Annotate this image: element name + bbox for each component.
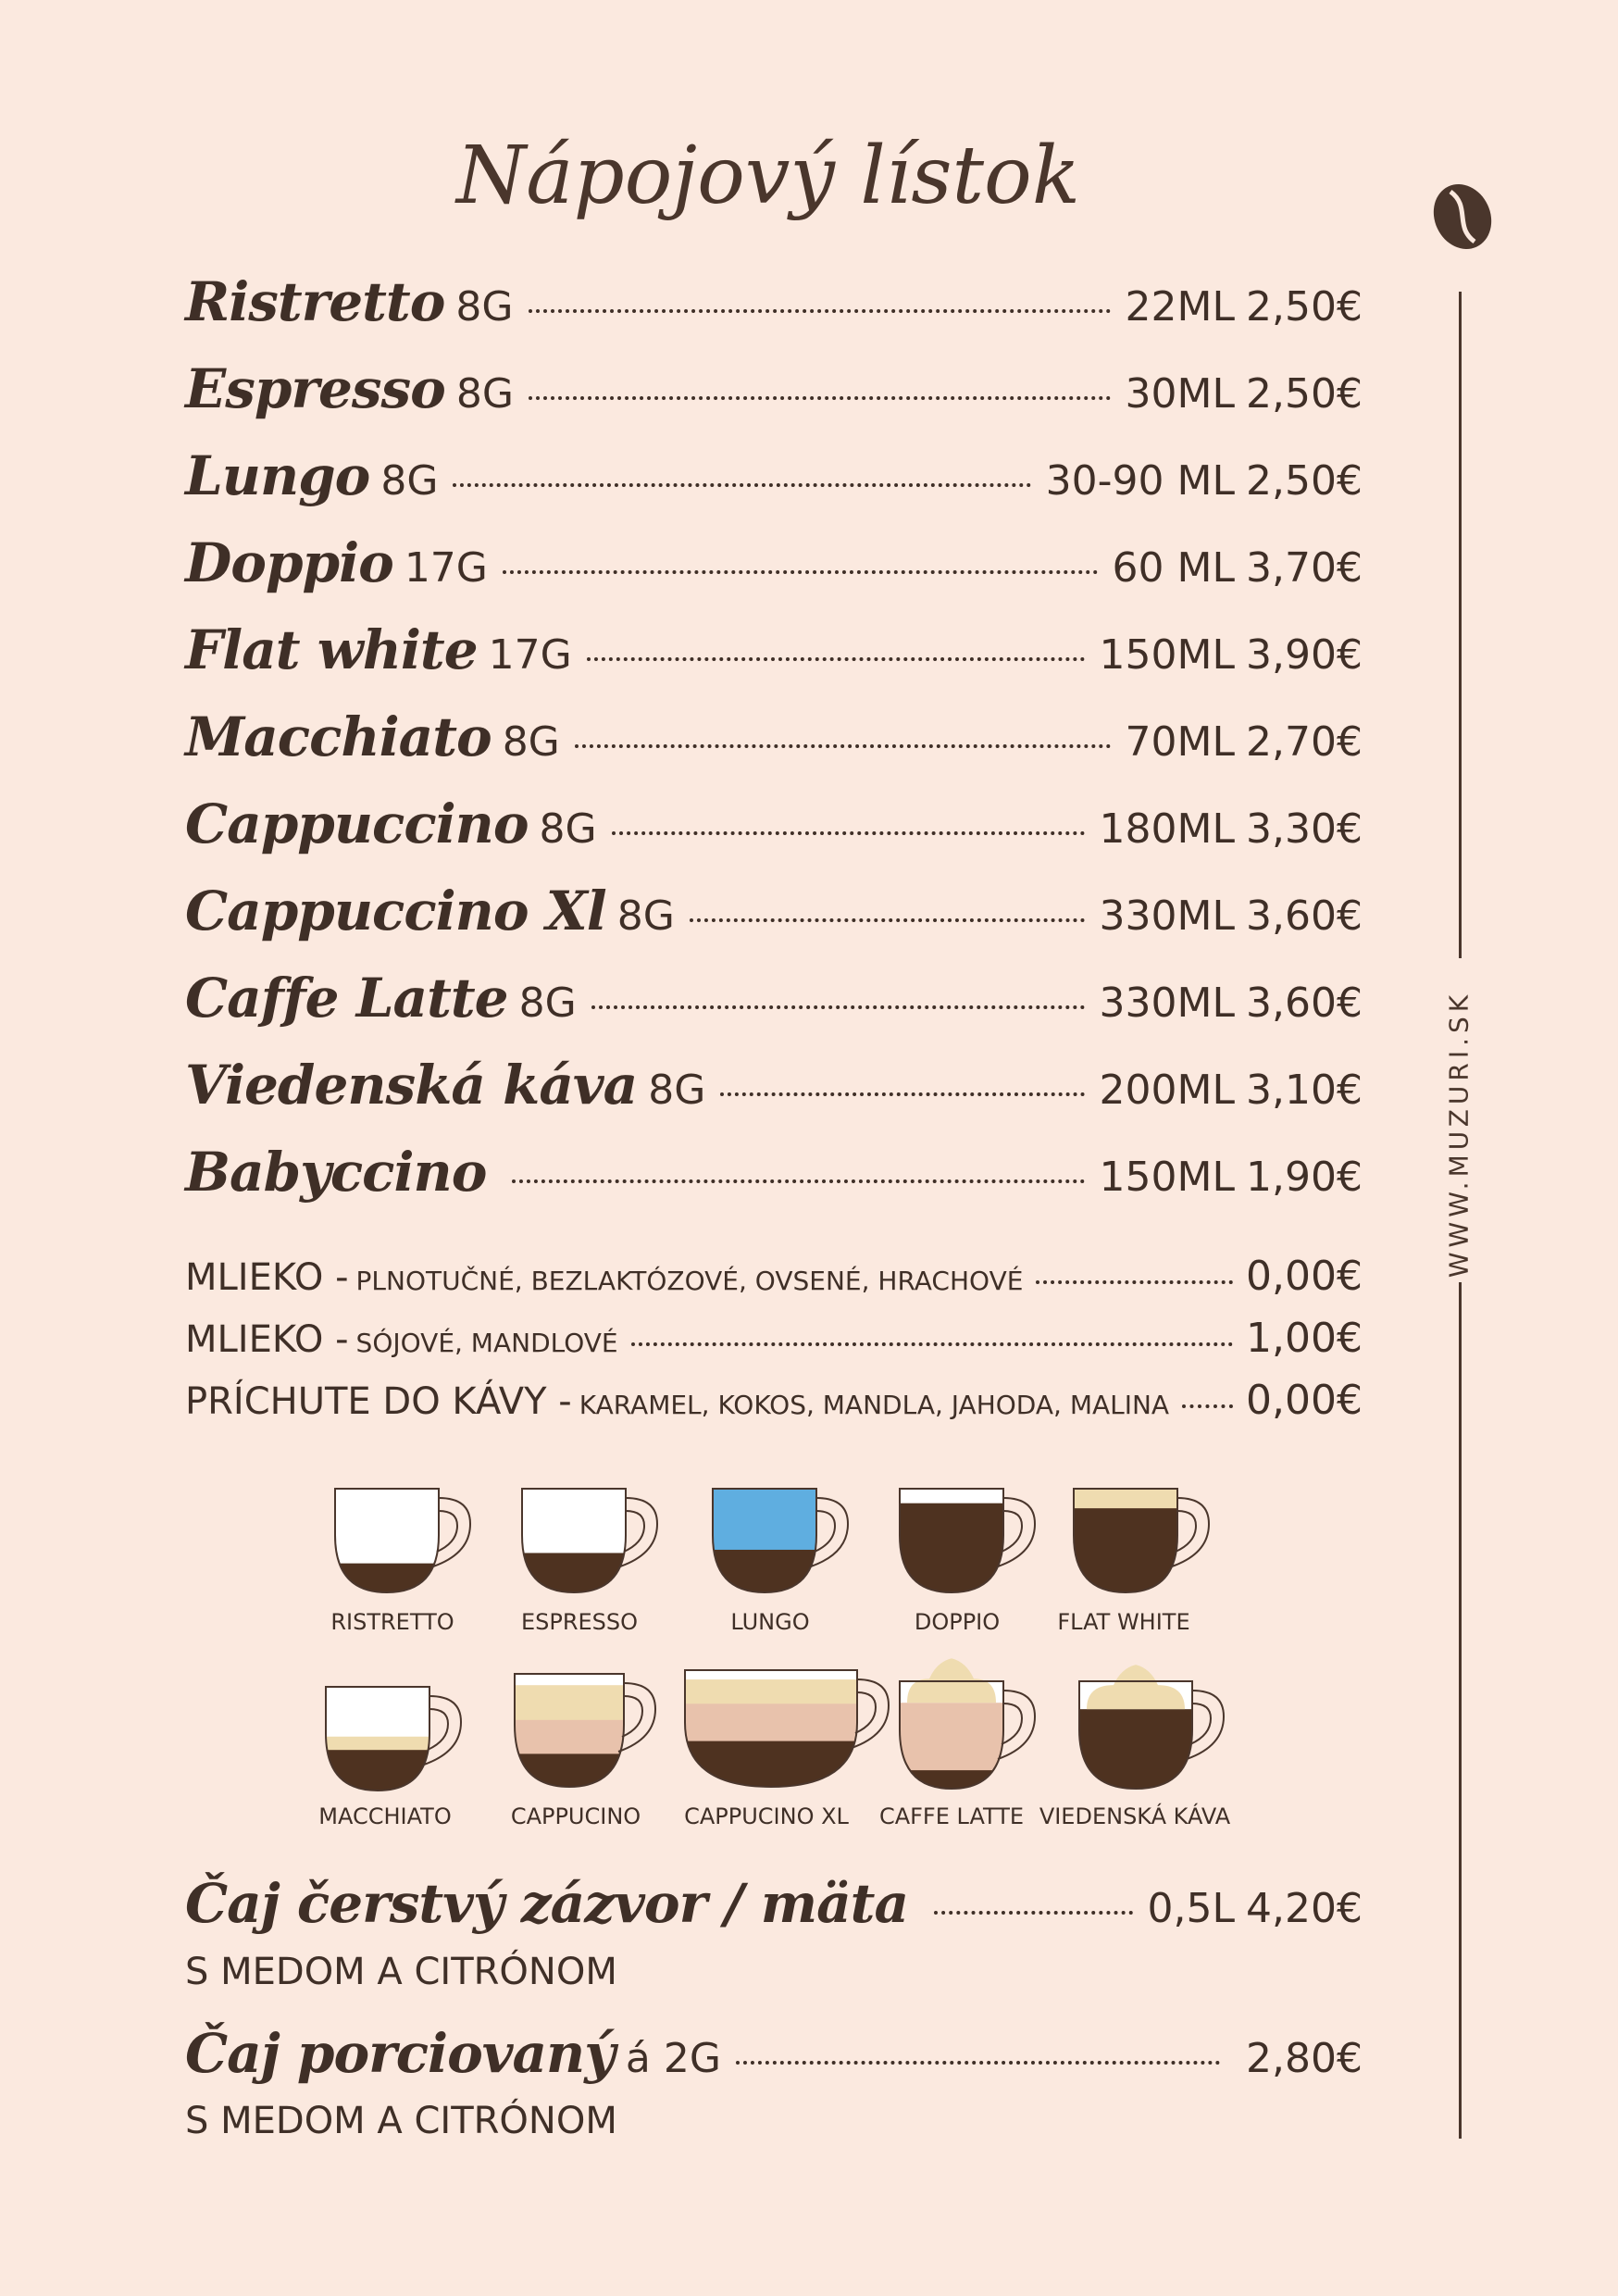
coffee-cup-3 (711, 1489, 848, 1593)
page-title: Nápojový lístok (456, 130, 1080, 222)
cup-label: LUNGO (730, 1609, 810, 1635)
tea-row: Čaj porciovaný á 2G 2,80€ (185, 2022, 1363, 2085)
extra-row: MLIEKO - PLNOTUČNÉ, BEZLAKTÓZOVÉ, OVSENÉ, HRACHOVÉ 0,00€ (185, 1253, 1363, 1300)
drink-row: Cappuccino 8G 180ML 3,30€ (185, 792, 1363, 855)
drink-row: Flat white 17G 150ML 3,90€ (185, 618, 1363, 681)
coffee-cup-4 (898, 1489, 1035, 1593)
coffee-cup-8 (683, 1670, 889, 1788)
tea-row: Čaj čerstvý zázvor / mäta 0,5L 4,20€ (185, 1872, 1363, 1935)
drink-row: Doppio 17G 60 ML 3,70€ (185, 531, 1363, 594)
cup-label: CAPPUCINO XL (684, 1803, 849, 1829)
coffee-cup-2 (520, 1489, 657, 1593)
cup-label: RISTRETTO (330, 1609, 454, 1635)
cup-label: FLAT WHITE (1057, 1609, 1190, 1635)
coffee-cup-9 (898, 1658, 1035, 1790)
coffee-cup-10 (1077, 1665, 1224, 1790)
extra-row: PRÍCHUTE DO KÁVY - KARAMEL, KOKOS, MANDLA, JAHODA, MALINA 0,00€ (185, 1377, 1363, 1424)
cup-label: VIEDENSKÁ KÁVA (1039, 1803, 1231, 1829)
drink-row: Espresso 8G 30ML 2,50€ (185, 357, 1363, 420)
extra-row: MLIEKO - SÓJOVÉ, MANDLOVÉ 1,00€ (185, 1315, 1363, 1362)
coffee-cup-6 (324, 1687, 461, 1791)
drink-row: Lungo 8G 30-90 ML 2,50€ (185, 444, 1363, 507)
drink-row: Viedenská káva 8G 200ML 3,10€ (185, 1054, 1363, 1117)
cup-label: DOPPIO (914, 1609, 1001, 1635)
cup-label: CAPPUCINO (510, 1803, 641, 1829)
drink-row: Cappuccino Xl 8G 330ML 3,60€ (185, 880, 1363, 942)
website-label: WWW.MUZURI.SK (1443, 990, 1475, 1279)
cup-label: MACCHIATO (318, 1803, 452, 1829)
coffee-cup-5 (1072, 1489, 1209, 1593)
cup-label: ESPRESSO (520, 1609, 639, 1635)
drink-row: Babyccino 150ML 1,90€ (185, 1141, 1363, 1204)
tea-note: S MEDOM A CITRÓNOM (185, 2100, 617, 2142)
drink-row: Macchiato 8G 70ML 2,70€ (185, 705, 1363, 768)
coffee-cup-1 (333, 1489, 470, 1593)
drink-row: Caffe Latte 8G 330ML 3,60€ (185, 967, 1363, 1029)
tea-note: S MEDOM A CITRÓNOM (185, 1951, 617, 1993)
cup-label: CAFFE LATTE (878, 1803, 1025, 1829)
drink-row: Ristretto 8G 22ML 2,50€ (185, 270, 1363, 333)
coffee-cup-7 (513, 1674, 655, 1788)
